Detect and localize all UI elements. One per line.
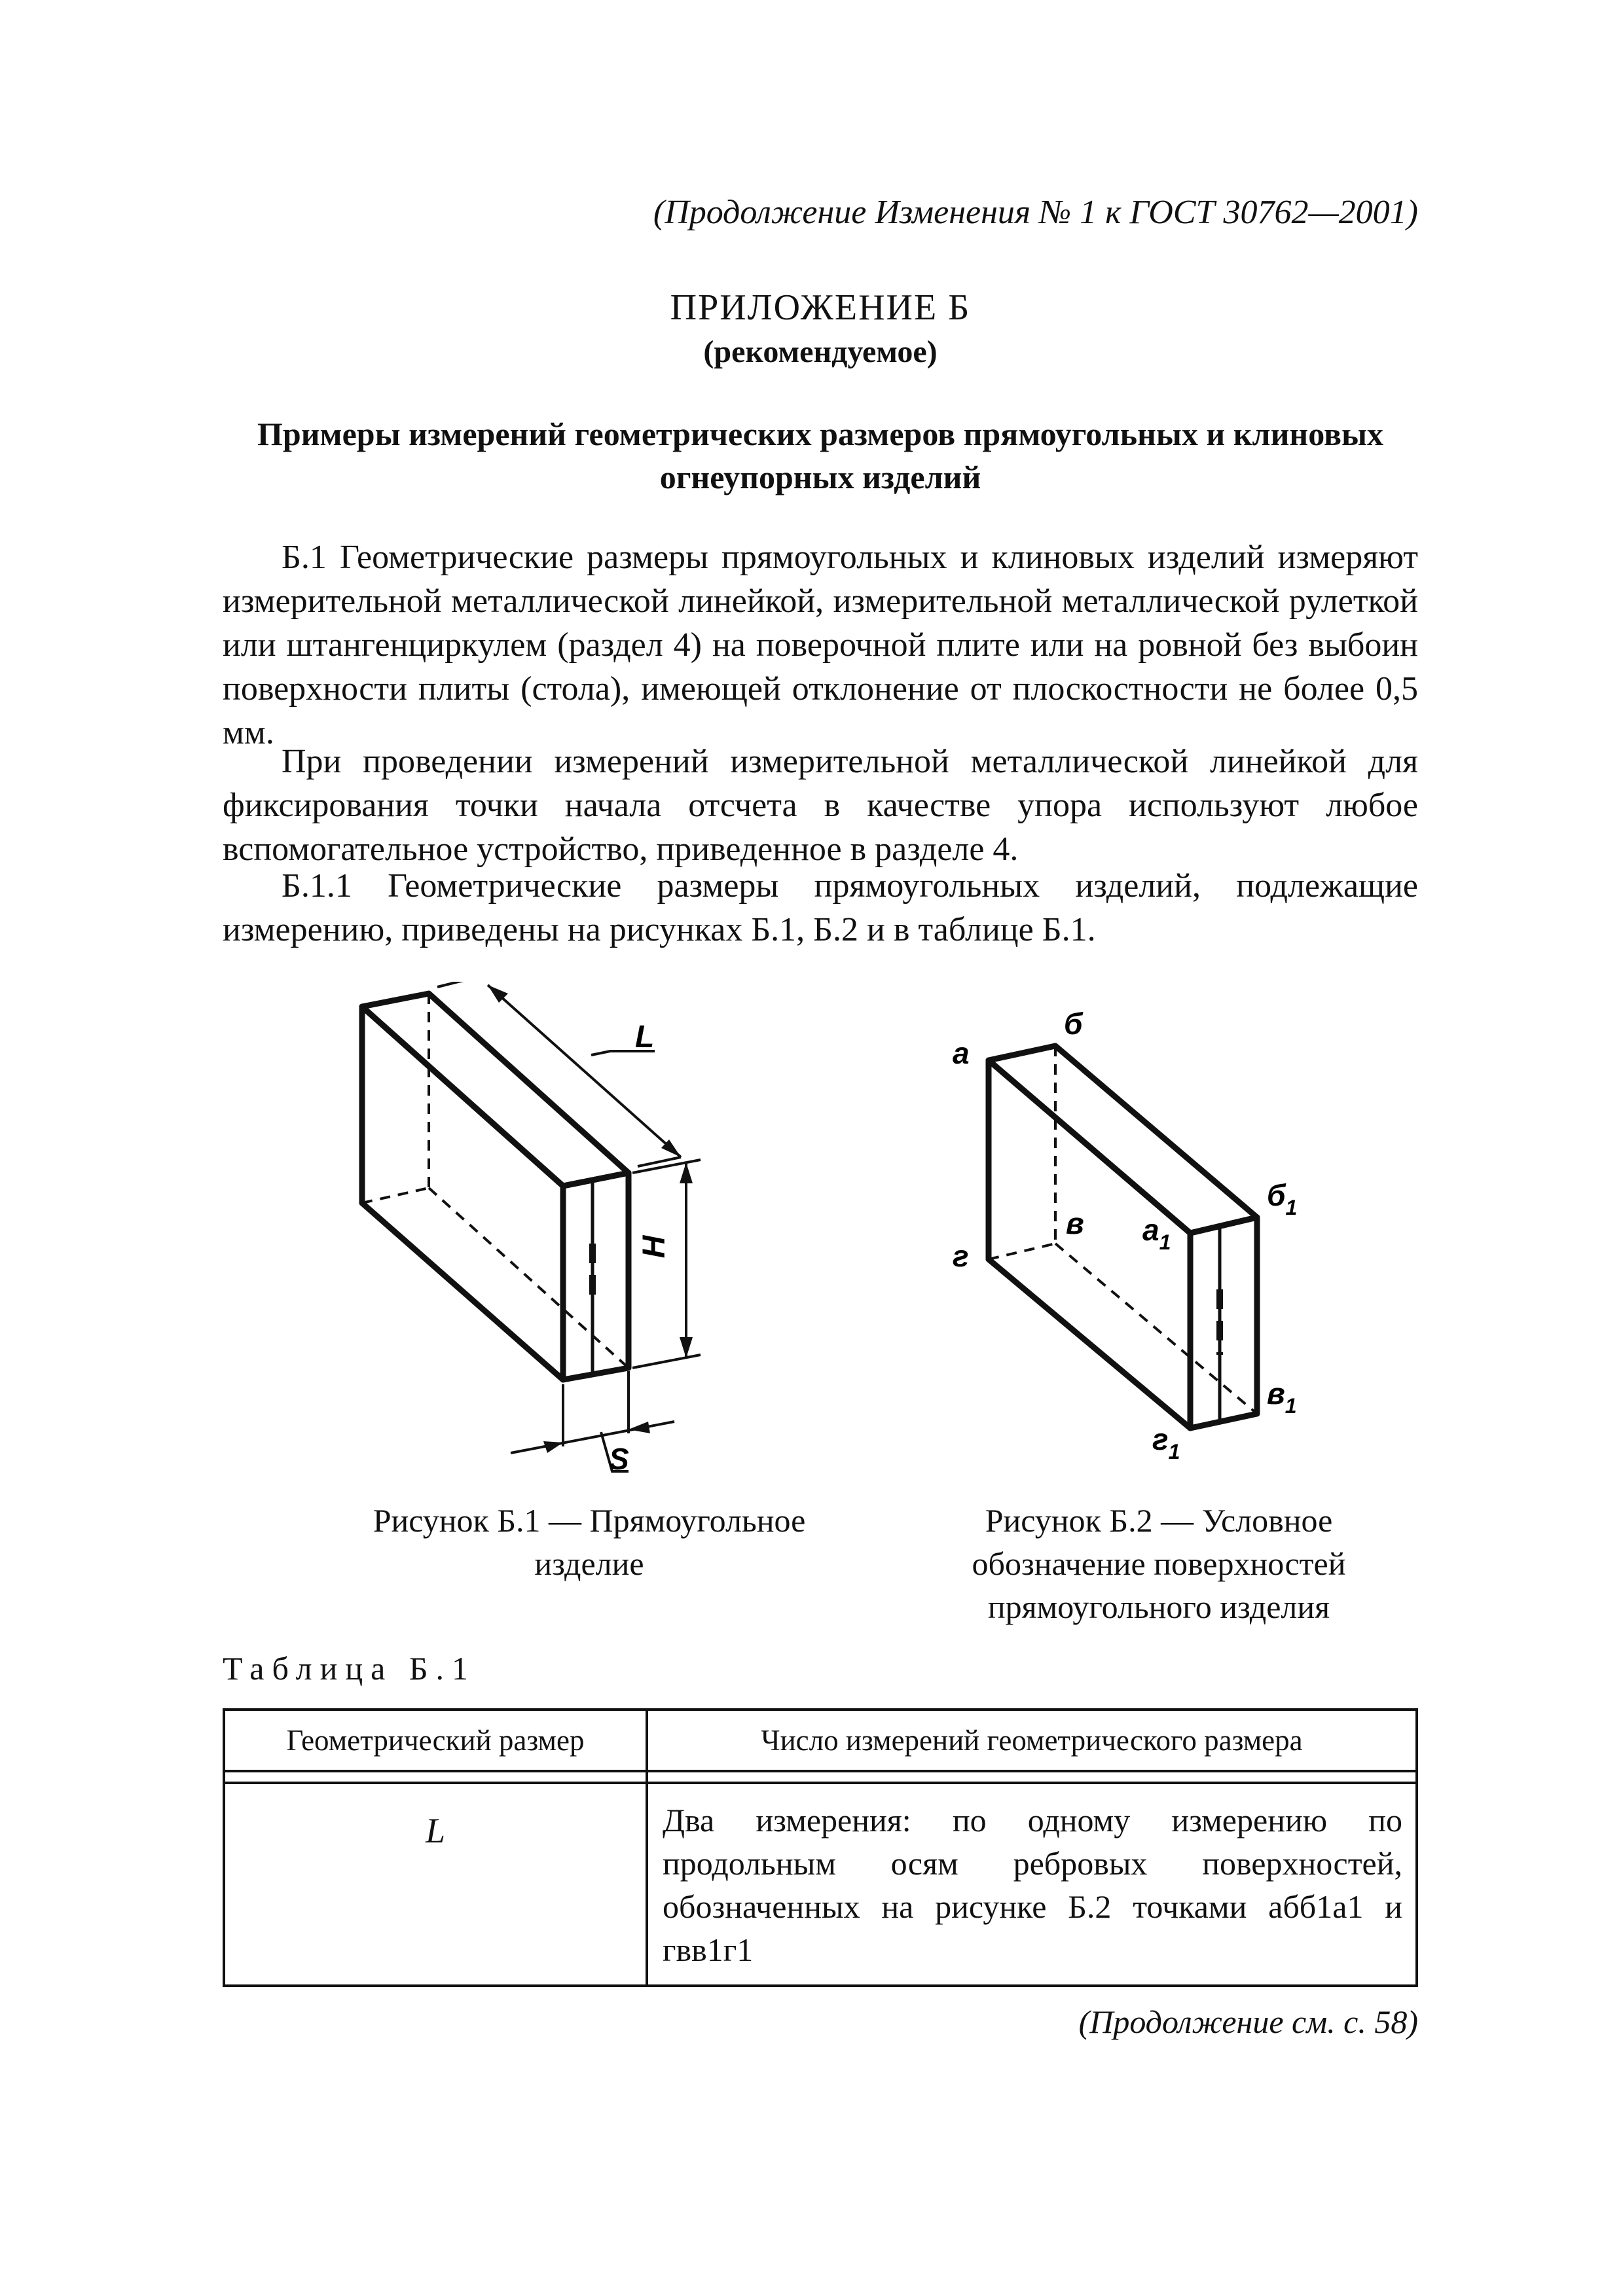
label-a: а [953, 1036, 970, 1070]
table-cell-count: Два измерения: по одному измерению по продольным осям ребровых поверхностей, обозначенных на рисунке Б.2 точками абб1а1 и гвв1г1 [647, 1783, 1417, 1986]
label-a1: $а_1$ [1142, 1213, 1171, 1254]
table-label: Таблица Б.1 [223, 1650, 477, 1687]
figure-b2-caption: Рисунок Б.2 — Условное обозначение поверхностей прямоугольного изделия [972, 1502, 1346, 1625]
figure-b2-brick [936, 982, 1342, 1466]
paragraph-stop: При проведении измерений измерительной металлической линейкой для фиксирования точки начала отсчета в качестве упора используют любое вспомогательное устройство, приведенное в разделе 4. [223, 743, 1418, 868]
appendix-title: ПРИЛОЖЕНИЕ Б [670, 287, 971, 328]
brick-left-face [362, 1007, 563, 1380]
label-v1: $в_1$ [1267, 1376, 1297, 1418]
continuation-footer: (Продолжение см. с. 58) [1078, 2003, 1418, 2040]
label-s: S [609, 1442, 629, 1476]
label-h: H [637, 1235, 672, 1259]
table-header-separator [224, 1771, 1417, 1783]
brick-top-face [362, 994, 629, 1186]
continuation-header: (Продолжение Изменения № 1 к ГОСТ 30762—2001) [653, 194, 1418, 231]
figure-b1-brick [340, 982, 707, 1492]
label-g1: $г_1$ [1152, 1422, 1180, 1463]
label-v: в [1066, 1206, 1084, 1240]
label-g: г [953, 1239, 969, 1273]
table-header-count: Число измерений геометрического размера [647, 1710, 1417, 1771]
paragraph-b11: Б.1.1 Геометрические размеры прямоугольных изделий, подлежащие измерению, приведены на рисунках Б.1, Б.2 и в таблице Б.1. [223, 867, 1418, 948]
table-row [224, 1783, 1417, 1986]
paragraph-b1: Б.1 Геометрические размеры прямоугольных и клиновых изделий измеряют измерительной металлической линейкой, измерительной металлической рулеткой или штангенциркулем (раздел 4) на поверочной плите или на ровной без выбоин поверхности плиты (стола), имеющей отклонение от плоскостности не более 0,5 мм. [223, 539, 1418, 751]
b2-top-face [989, 1046, 1257, 1233]
table-header-size: Геометрический размер [224, 1710, 647, 1771]
section-title: Примеры измерений геометрических размеров прямоугольных и клиновых огнеупорных изделий [257, 416, 1383, 495]
label-b1: $б_1$ [1267, 1178, 1298, 1219]
figure-b1-caption: Рисунок Б.1 — Прямоугольное изделие [373, 1502, 806, 1582]
label-l: L [635, 1020, 655, 1054]
table-cell-size: L [224, 1783, 647, 1986]
label-b: б [1064, 1007, 1083, 1041]
appendix-subtitle: (рекомендуемое) [703, 334, 938, 369]
table-header-row [224, 1710, 1417, 1771]
b2-front-face [1190, 1217, 1257, 1428]
table-b1 [223, 1708, 1418, 1987]
